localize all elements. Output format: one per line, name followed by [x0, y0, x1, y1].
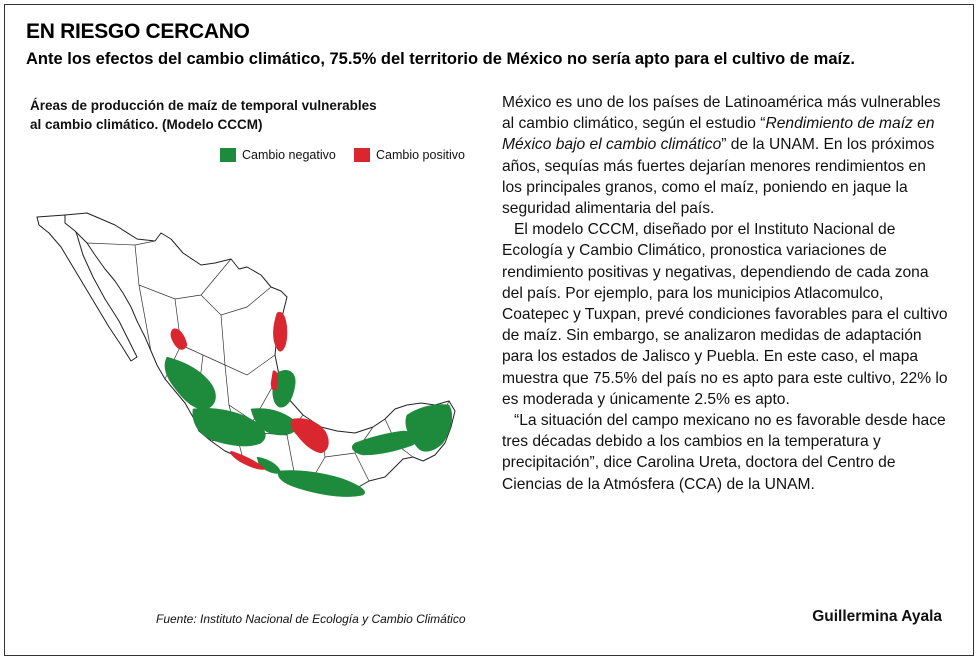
page-subtitle: Ante los efectos del cambio climático, 75.5% del territorio de México no sería apto para el cultivo de maíz.	[26, 50, 855, 68]
map-title	[30, 96, 410, 134]
article-body	[502, 92, 948, 495]
legend-swatch-negative	[220, 148, 236, 162]
study-title: Rendimiento de maíz en México bajo el cambio climático	[502, 115, 935, 154]
map-title-line-1: Áreas de producción de maíz de temporal vulnerables	[30, 98, 377, 113]
mexico-mainland-shape	[65, 213, 455, 495]
legend-label-negative: Cambio negativo	[242, 148, 336, 162]
article-paragraph-1-part-a: México es uno de los países de Latinoamérica más vulnerables al cambio climático, según el estudio “	[502, 94, 941, 133]
legend-label-positive: Cambio positivo	[376, 148, 465, 162]
article-paragraph-1	[502, 92, 948, 219]
positive-zone-nuevo-leon	[273, 312, 287, 351]
map-title-line-2: al cambio climático. (Modelo CCCM)	[30, 117, 263, 132]
legend-item-positive	[354, 148, 465, 162]
mexico-map	[25, 195, 475, 515]
article-paragraph-1-part-b: ” de la UNAM. En los próximos años, sequías más fuertes dejarían menores rendimientos en los principales granos, como el maíz, poniendo en jaque la seguridad alimentaria del país.	[502, 136, 935, 218]
author-byline: Guillermina Ayala	[812, 608, 942, 625]
page-title: EN RIESGO CERCANO	[26, 20, 250, 43]
map-source: Fuente: Instituto Nacional de Ecología y Cambio Climático	[156, 612, 466, 626]
article-paragraph-3: “La situación del campo mexicano no es favorable desde hace tres décadas debido a los cambios en la temperatura y precipitación”, dice Carolina Ureta, doctora del Centro de Ciencias de la Atmósfera (CCA) de la UNAM.	[502, 412, 946, 493]
legend-item-negative	[220, 148, 336, 162]
legend-swatch-positive	[354, 148, 370, 162]
article-paragraph-2: El modelo CCCM, diseñado por el Instituto Nacional de Ecología y Cambio Climático, pronostica variaciones de rendimiento positivas y negativas, dependiendo de cada zona del país. Por ejemplo, para los municipios Atlacomulco, Coatepec y Tuxpan, prevé condiciones favorables para el cultivo de maíz. Sin embargo, se analizaron medidas de adaptación para los estados de Jalisco y Puebla. En este caso, el mapa muestra que 75.5% del país no es apto para este cultivo, 22% lo es moderada y únicamente 2.5% es apto.	[502, 221, 948, 408]
